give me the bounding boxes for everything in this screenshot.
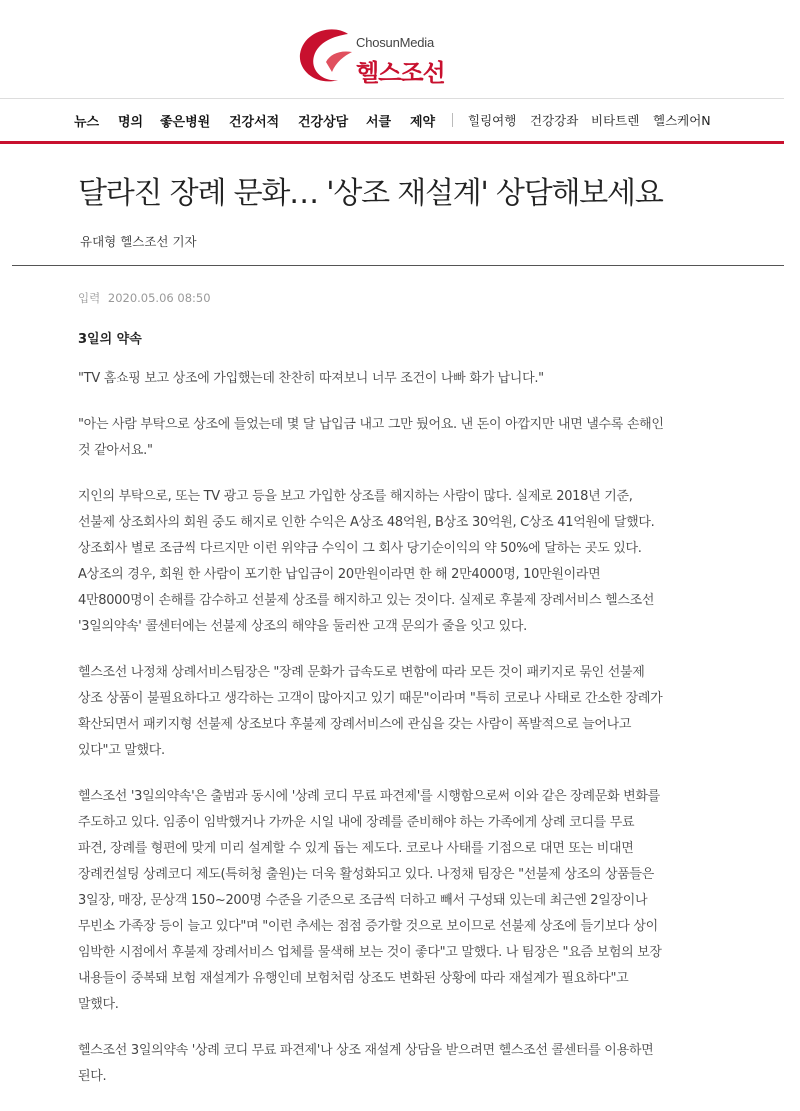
article-headline: 달라진 장례 문화… '상조 재설계' 상담해보세요	[78, 176, 663, 211]
nav-item-consult[interactable]: 건강상담	[298, 115, 349, 130]
nav-item-healthcare-n[interactable]: 헬스케어N	[653, 113, 711, 128]
article-paragraph: 헬스조선 '3일의약속'은 출범과 동시에 '상례 코디 무료 파견제'를 시행함으로써 이와 같은 장례문화 변화를 주도하고 있다. 임종이 임박했거나 가까운 시일 내에 장례를 준비해야 하는 가족에게 상례 코디를 무료 파견, 장례를 형편에 맞게 미리 설계할 수 있게 돕는 제도다. 코로나 사태를 기점으로 대면 또는 비대면 장례컨설팅 상례코디 제도(특허청 출원)는 더욱 활성화되고 있다. 나정채 팀장은 "선불제 상조의 상품들은 3일장, 매장, 문상객 150~200명 수준을 기준으로 조금씩 더하고 빼서 구성돼 있는데 최근엔 2일장이나 무빈소 가족장 등이 늘고 있다"며 "이런 추세는 점점 증가할 것으로 보이므로 선불제 상조에 들기보다 상이 임박한 시점에서 후불제 장례서비스 업체를 물색해 보는 것이 좋다"고 말했다. 나 팀장은 "요즘 보험의 보장 내용들이 중복돼 보험 재설계가 유행인데 보험처럼 상조도 변화된 상황에 따라 재설계가 필요하다"고 말했다.	[78, 789, 662, 1012]
article-paragraph: 헬스조선 나정채 상례서비스팀장은 "장례 문화가 급속도로 변함에 따라 모든 것이 패키지로 묶인 선불제 상조 상품이 불필요하다고 생각하는 고객이 많아지고 있기 때문"이라며 "특히 코로나 사태로 간소한 장례가 확산되면서 패키지형 선불제 상조보다 후불제 장례서비스에 관심을 갖는 사람이 폭발적으로 늘어나고 있다"고 말했다.	[78, 665, 663, 758]
article-paragraph: "TV 홈쇼핑 보고 상조에 가입했는데 찬찬히 따져보니 너무 조건이 나빠 화가 납니다."	[78, 371, 544, 386]
nav-item-pharma[interactable]: 제약	[410, 115, 436, 130]
nav-item-news[interactable]: 뉴스	[74, 115, 100, 130]
article-paragraph: "아는 사람 부탁으로 상조에 들었는데 몇 달 납입금 내고 그만 뒀어요. 낸 돈이 아깝지만 내면 낼수록 손해인 것 같아서요."	[78, 417, 664, 458]
publish-date	[78, 290, 211, 306]
article-paragraph: 지인의 부탁으로, 또는 TV 광고 등을 보고 가입한 상조를 해지하는 사람이 많다. 실제로 2018년 기준, 선불제 상조회사의 회원 중도 해지로 인한 수익은 A상조 48억원, B상조 30억원, C상조 41억원에 달했다. 상조회사 별로 조금씩 다르지만 이런 위약금 수익이 그 회사 당기순이익의 약 50%에 달하는 곳도 있다. A상조의 경우, 회원 한 사람이 포기한 납입금이 20만원이라면 한 해 2만4000명, 10만원이라면 4만8000명이 손해를 감수하고 선불제 상조를 해지하고 있는 것이다. 실제로 후불제 장례서비스 헬스조선 '3일의약속' 콜센터에는 선불제 상조의 해약을 둘러싼 고객 문의가 줄을 잇고 있다.	[78, 489, 655, 634]
site-header	[0, 0, 800, 100]
logo-swoosh-icon	[296, 26, 356, 88]
nav-item-health-lecture[interactable]: 건강강좌	[530, 113, 579, 128]
nav-item-circle[interactable]: 서클	[366, 115, 392, 130]
nav-item-books[interactable]: 건강서적	[229, 115, 280, 130]
byline-divider	[12, 265, 784, 266]
article-body	[78, 366, 664, 1110]
nav-item-healing-travel[interactable]: 힐링여행	[468, 113, 517, 128]
nav-item-vitatrend[interactable]: 비타트렌	[591, 113, 640, 128]
logo-brand-name: 헬스조선	[356, 59, 445, 87]
nav-item-doctors[interactable]: 명의	[118, 115, 144, 130]
publish-date-value: 2020.05.06 08:50	[107, 291, 211, 305]
logo-brand-small: ChosunMedia	[356, 35, 435, 50]
nav-divider	[452, 113, 453, 127]
article-subhead: 3일의 약속	[78, 332, 142, 347]
site-logo[interactable]	[296, 26, 496, 88]
article-paragraph: 헬스조선 3일의약속 '상례 코디 무료 파견제'나 상조 재설계 상담을 받으려면 헬스조선 콜센터를 이용하면 된다.	[78, 1043, 654, 1084]
nav-item-hospitals[interactable]: 좋은병원	[160, 115, 211, 130]
article-byline: 유대형 헬스조선 기자	[80, 234, 197, 249]
publish-date-label: 입력	[78, 291, 101, 305]
nav-accent-rule	[0, 141, 784, 144]
main-nav	[0, 99, 784, 141]
